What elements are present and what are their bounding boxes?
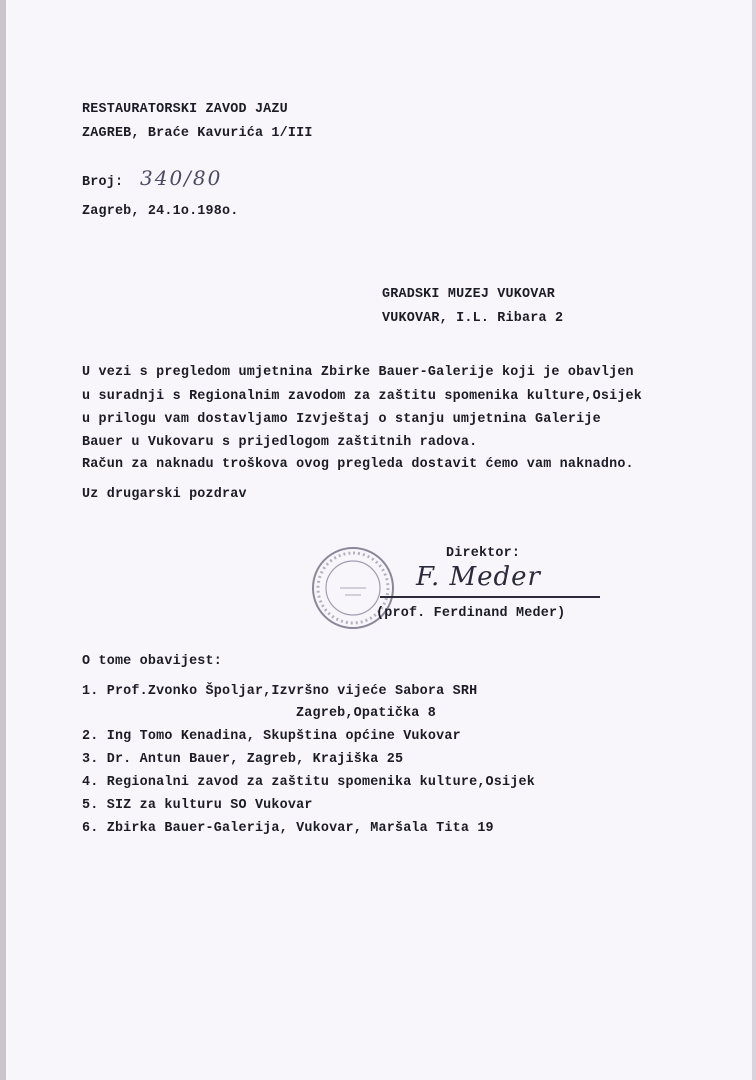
distribution-item: 3. Dr. Antun Bauer, Zagreb, Krajiška 25 (82, 752, 404, 767)
reference-number-handwritten: 340/80 (140, 166, 223, 190)
closing-greeting: Uz drugarski pozdrav (82, 487, 247, 502)
body-line: U vezi s pregledom umjetnina Zbirke Bauer-Galerije koji je obavljen (82, 365, 634, 380)
sender-name: RESTAURATORSKI ZAVOD JAZU (82, 102, 288, 117)
recipient-address: VUKOVAR, I.L. Ribara 2 (382, 311, 564, 326)
distribution-item: 1. Prof.Zvonko Špoljar,Izvršno vijeće Sabora SRH (82, 684, 478, 699)
body-line: Račun za naknadu troškova ovog pregleda dostavit ćemo vam naknadno. (82, 457, 634, 472)
distribution-item: 6. Zbirka Bauer-Galerija, Vukovar, Maršala Tita 19 (82, 821, 494, 836)
distribution-item: 4. Regionalni zavod za zaštitu spomenika kulture,Osijek (82, 775, 535, 790)
notice-heading: O tome obavijest: (82, 654, 223, 669)
sender-address: ZAGREB, Braće Kavurića 1/III (82, 126, 313, 141)
body-line: Bauer u Vukovaru s prijedlogom zaštitnih radova. (82, 435, 478, 450)
body-line: u prilogu vam dostavljamo Izvještaj o stanju umjetnina Galerije (82, 412, 601, 427)
page-edge-left (0, 0, 6, 1080)
distribution-item: 2. Ing Tomo Kenadina, Skupština općine Vukovar (82, 729, 461, 744)
date-line: Zagreb, 24.1o.198o. (82, 204, 239, 219)
handwritten-signature: F. Meder (416, 562, 541, 592)
signatory-name: (prof. Ferdinand Meder) (376, 606, 566, 621)
signature-line (380, 596, 600, 598)
recipient-name: GRADSKI MUZEJ VUKOVAR (382, 287, 555, 302)
distribution-item: 5. SIZ za kulturu SO Vukovar (82, 798, 313, 813)
reference-label: Broj: (82, 175, 124, 190)
official-stamp (310, 545, 396, 636)
director-title: Direktor: (446, 546, 521, 561)
distribution-item-continuation: Zagreb,Opatička 8 (296, 706, 437, 721)
body-line: u suradnji s Regionalnim zavodom za zaštitu spomenika kulture,Osijek (82, 389, 643, 404)
page-edge-right (752, 0, 756, 1080)
